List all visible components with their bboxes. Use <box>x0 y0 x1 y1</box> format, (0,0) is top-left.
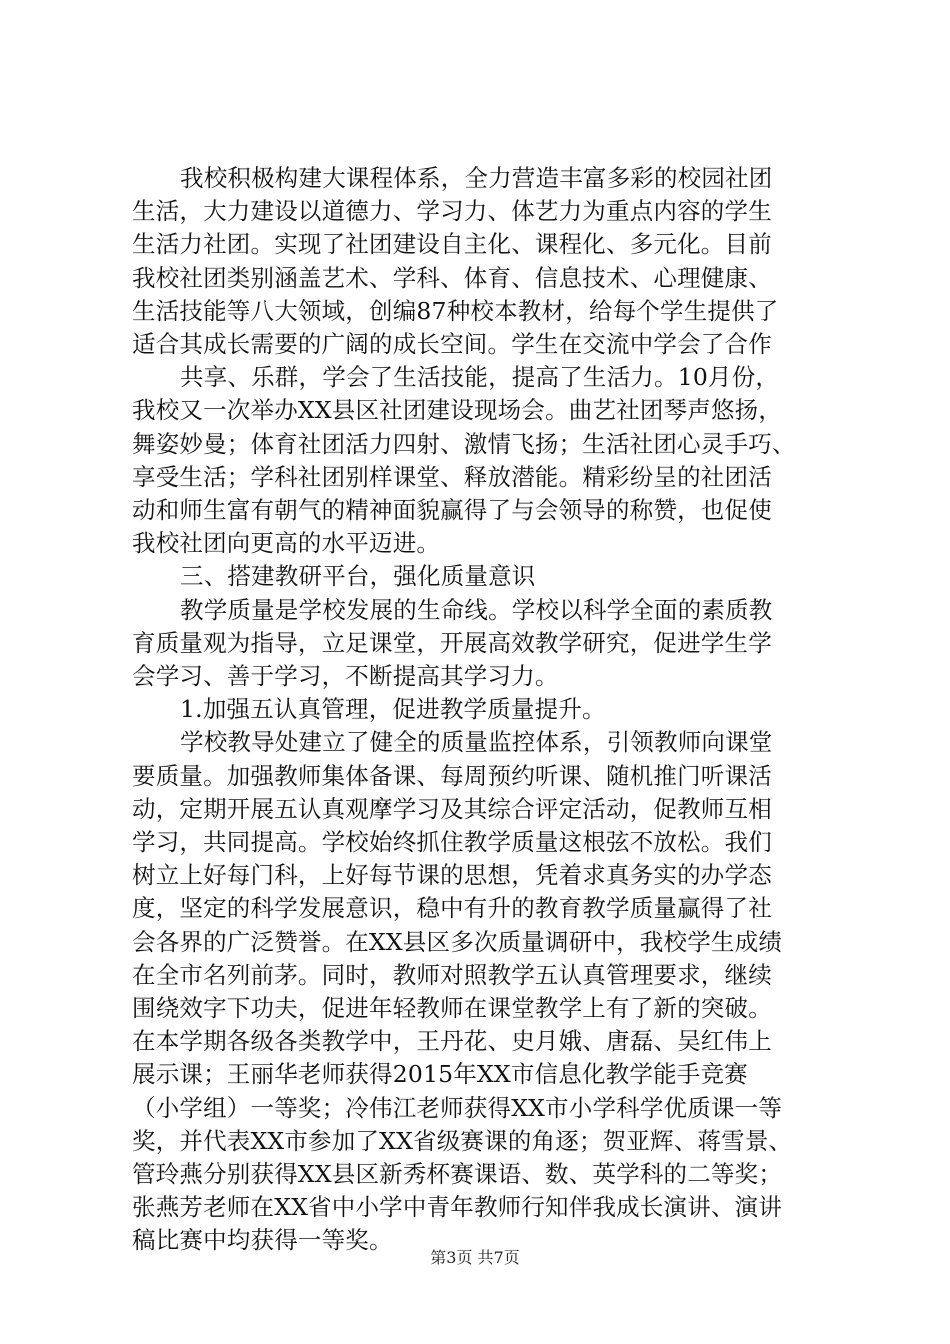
text-line: 我校社团向更高的水平迈进。 <box>132 529 441 558</box>
subsection-heading: 1.加强五认真管理，促进教学质量提升。 <box>180 695 606 724</box>
text-line: 度，坚定的科学发展意识，稳中有升的教育教学质量赢得了社 <box>132 894 772 923</box>
text-line: 我校又一次举办XX县区社团建设现场会。曲艺社团琴声悠扬， <box>132 396 783 425</box>
text-line: 共享、乐群，学会了生活技能，提高了生活力。10月份， <box>180 363 780 392</box>
text-line: 育质量观为指导，立足课堂，开展高效教学研究，促进学生学 <box>132 628 772 657</box>
text-line: 张燕芳老师在XX省中小学中青年教师行知伴我成长演讲、演讲 <box>132 1193 783 1222</box>
text-line: 舞姿妙曼；体育社团活力四射、激情飞扬；生活社团心灵手巧、 <box>132 429 796 458</box>
text-line: 在全市名列前茅。同时，教师对照教学五认真管理要求，继续 <box>132 960 772 989</box>
text-line: 享受生活；学科社团别样课堂、释放潜能。精彩纷呈的社团活 <box>132 462 772 491</box>
text-line: 奖，并代表XX市参加了XX省级赛课的角逐；贺亚辉、蒋雪景、 <box>132 1126 793 1155</box>
text-line: 生活，大力建设以道德力、学习力、体艺力为重点内容的学生 <box>132 197 772 226</box>
text-line: 动和师生富有朝气的精神面貌赢得了与会领导的称赞，也促使 <box>132 496 772 524</box>
text-line: （小学组）一等奖；冷伟江老师获得XX市小学科学优质课一等 <box>132 1093 783 1122</box>
text-line: 稿比赛中均获得一等奖。 <box>132 1226 393 1255</box>
text-line: 要质量。加强教师集体备课、每周预约听课、随机推门听课活 <box>132 761 772 790</box>
text-line: 教学质量是学校发展的生命线。学校以科学全面的素质教 <box>180 595 773 624</box>
text-line: 树立上好每门科，上好每节课的思想，凭着求真务实的办学态 <box>132 861 772 890</box>
text-line: 会学习、善于学习，不断提高其学习力。 <box>132 662 559 690</box>
text-line: 展示课；王丽华老师获得2015年XX市信息化教学能手竞赛 <box>132 1060 748 1089</box>
text-line: 我校积极构建大课程体系，全力营造丰富多彩的校园社团 <box>180 164 773 192</box>
text-line: 我校社团类别涵盖艺术、学科、体育、信息技术、心理健康、 <box>132 263 772 292</box>
text-line: 学习，共同提高。学校始终抓住教学质量这根弦不放松。我们 <box>132 828 772 856</box>
text-line: 在本学期各级各类教学中，王丹花、史月娥、唐磊、吴红伟上 <box>132 1027 772 1056</box>
text-line: 围绕效字下功夫，促进年轻教师在课堂教学上有了新的突破。 <box>132 994 772 1022</box>
text-line: 管玲燕分别获得XX县区新秀杯赛课语、数、英学科的二等奖； <box>132 1160 783 1188</box>
text-line: 适合其成长需要的广阔的成长空间。学生在交流中学会了合作 <box>132 330 772 358</box>
text-line: 生活技能等八大领域，创编87种校本教材，给每个学生提供了 <box>132 296 779 325</box>
section-heading: 三、搭建教研平台，强化质量意识 <box>180 562 536 591</box>
text-line: 动，定期开展五认真观摩学习及其综合评定活动，促教师互相 <box>132 794 772 823</box>
page-footer: 第3页 共7页 <box>430 1248 520 1267</box>
text-line: 学校教导处建立了健全的质量监控体系，引领教师向课堂 <box>180 728 773 757</box>
text-line: 会各界的广泛赞誉。在XX县区多次质量调研中，我校学生成绩 <box>132 927 783 956</box>
text-line: 生活力社团。实现了社团建设自主化、课程化、多元化。目前 <box>132 230 772 259</box>
